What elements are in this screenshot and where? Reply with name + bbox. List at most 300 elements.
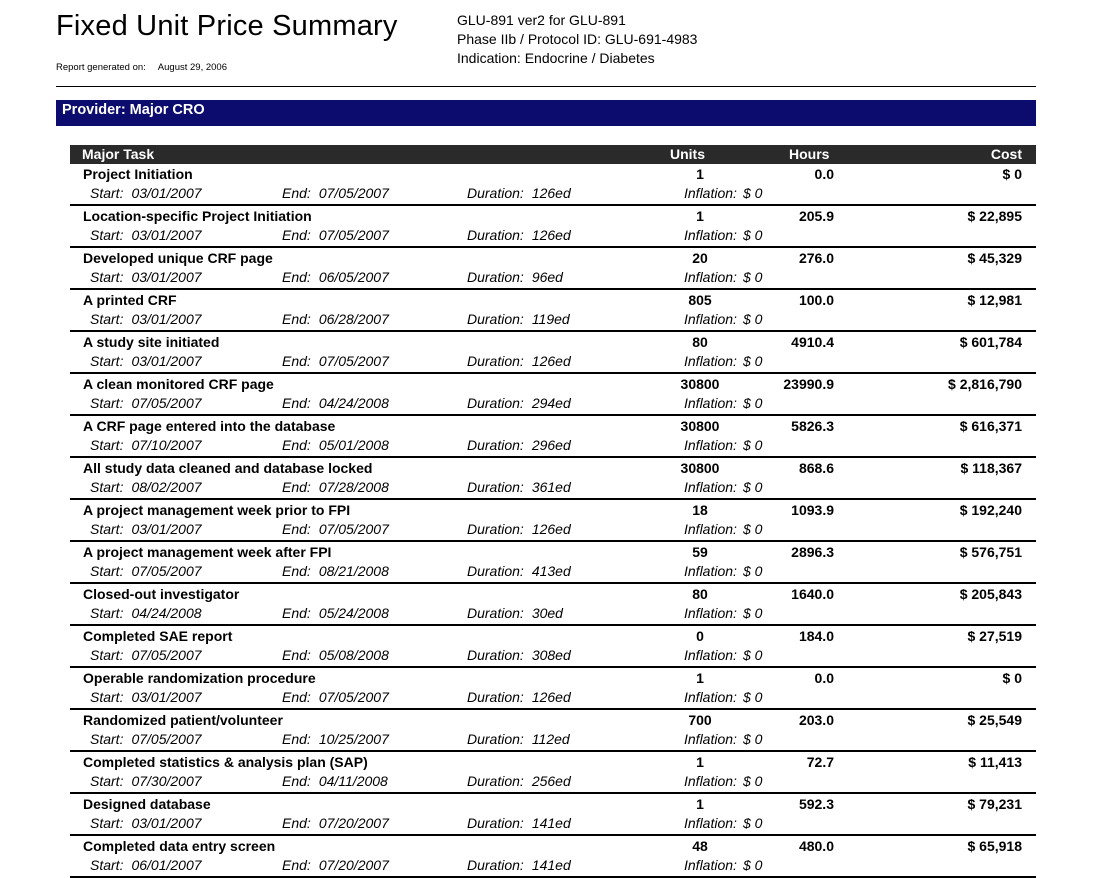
task-end: [282, 689, 389, 705]
task-units: 30800: [680, 418, 720, 434]
inflation-label: Inflation:: [684, 269, 737, 285]
inflation-label: Inflation:: [684, 353, 737, 369]
end-date: 07/28/2008: [318, 479, 389, 495]
inflation-label: Inflation:: [684, 563, 737, 579]
duration-label: Duration:: [467, 437, 524, 453]
task-start: [90, 689, 202, 705]
inflation-value: $ 0: [742, 647, 763, 663]
end-date: 07/05/2007: [318, 521, 389, 537]
task-inflation: [684, 857, 762, 873]
end-date: 04/11/2008: [318, 773, 388, 789]
task-end: [282, 857, 389, 873]
task-name: Designed database: [83, 796, 211, 812]
table-row: [70, 290, 1036, 332]
end-date: 07/20/2007: [318, 815, 389, 831]
start-date: 04/24/2008: [131, 605, 202, 621]
task-inflation: [684, 311, 762, 327]
task-name: Closed-out investigator: [83, 586, 240, 602]
duration-value: 126ed: [531, 521, 571, 537]
start-label: Start:: [90, 731, 124, 747]
task-duration: [467, 521, 571, 537]
task-name: Completed statistics & analysis plan (SAP): [83, 754, 368, 770]
task-units: 80: [692, 586, 708, 602]
table-row: [70, 164, 1036, 206]
provider-banner: [56, 100, 1036, 126]
task-inflation: [684, 227, 762, 243]
start-label: Start:: [90, 605, 124, 621]
task-cost: $ 601,784: [959, 334, 1022, 350]
end-date: 07/05/2007: [318, 689, 389, 705]
task-units: 18: [692, 502, 708, 518]
column-header-cost: Cost: [990, 146, 1022, 162]
end-label: End:: [282, 857, 311, 873]
task-units: 805: [688, 292, 712, 308]
duration-label: Duration:: [467, 815, 524, 831]
task-hours: 23990.9: [783, 376, 834, 392]
report-date: August 29, 2006: [157, 62, 227, 73]
duration-label: Duration:: [467, 689, 524, 705]
start-label: Start:: [90, 647, 124, 663]
task-units: 0: [696, 628, 704, 644]
inflation-label: Inflation:: [684, 857, 737, 873]
end-label: End:: [282, 437, 311, 453]
end-date: 07/20/2007: [318, 857, 389, 873]
end-label: End:: [282, 269, 311, 285]
task-units: 59: [692, 544, 708, 560]
task-start: [90, 479, 202, 495]
inflation-value: $ 0: [742, 605, 763, 621]
start-date: 07/05/2007: [131, 563, 202, 579]
task-hours: 4910.4: [791, 334, 834, 350]
task-cost: $ 0: [1002, 670, 1022, 686]
task-units: 1: [696, 670, 704, 686]
task-cost: $ 45,329: [967, 250, 1022, 266]
task-end: [282, 521, 389, 537]
table-header: [70, 145, 1036, 164]
task-hours: 184.0: [798, 628, 834, 644]
task-duration: [467, 773, 571, 789]
task-end: [282, 269, 389, 285]
task-duration: [467, 437, 571, 453]
task-start: [90, 647, 202, 663]
task-start: [90, 773, 202, 789]
duration-value: 119ed: [531, 311, 570, 327]
task-name: Developed unique CRF page: [83, 250, 273, 266]
end-date: 05/01/2008: [318, 437, 389, 453]
duration-label: Duration:: [467, 647, 524, 663]
task-start: [90, 563, 202, 579]
task-inflation: [684, 563, 762, 579]
task-end: [282, 731, 389, 747]
start-label: Start:: [90, 689, 124, 705]
table-row: [70, 752, 1036, 794]
duration-value: 126ed: [531, 689, 571, 705]
inflation-value: $ 0: [742, 185, 763, 201]
table-row: [70, 332, 1036, 374]
table-row: [70, 584, 1036, 626]
task-inflation: [684, 815, 762, 831]
start-label: Start:: [90, 479, 124, 495]
start-date: 03/01/2007: [131, 311, 202, 327]
task-units: 1: [696, 166, 704, 182]
end-date: 06/05/2007: [318, 269, 389, 285]
task-start: [90, 353, 202, 369]
start-label: Start:: [90, 269, 124, 285]
duration-value: 256ed: [531, 773, 571, 789]
end-date: 04/24/2008: [318, 395, 389, 411]
inflation-value: $ 0: [742, 563, 763, 579]
duration-value: 308ed: [531, 647, 571, 663]
duration-label: Duration:: [467, 479, 524, 495]
task-start: [90, 269, 202, 285]
task-duration: [467, 605, 563, 621]
task-duration: [467, 647, 571, 663]
duration-value: 413ed: [531, 563, 571, 579]
table-row: [70, 248, 1036, 290]
task-hours: 480.0: [798, 838, 834, 854]
inflation-label: Inflation:: [684, 227, 737, 243]
end-date: 07/05/2007: [318, 353, 389, 369]
duration-value: 361ed: [531, 479, 571, 495]
start-date: 03/01/2007: [131, 815, 202, 831]
end-label: End:: [282, 731, 311, 747]
inflation-value: $ 0: [742, 353, 763, 369]
task-cost: $ 576,751: [959, 544, 1022, 560]
report-generated-label: Report generated on:: [56, 62, 146, 73]
start-label: Start:: [90, 185, 124, 201]
end-label: End:: [282, 689, 311, 705]
duration-value: 141ed: [531, 857, 571, 873]
duration-label: Duration:: [467, 269, 524, 285]
task-end: [282, 227, 389, 243]
task-units: 1: [696, 796, 704, 812]
task-table: [70, 145, 1036, 878]
task-duration: [467, 857, 571, 873]
task-hours: 203.0: [798, 712, 834, 728]
task-duration: [467, 689, 571, 705]
inflation-label: Inflation:: [684, 437, 737, 453]
end-date: 07/05/2007: [318, 227, 389, 243]
task-duration: [467, 563, 571, 579]
inflation-label: Inflation:: [684, 815, 737, 831]
inflation-label: Inflation:: [684, 521, 737, 537]
start-date: 07/30/2007: [131, 773, 202, 789]
task-start: [90, 437, 202, 453]
task-units: 48: [692, 838, 708, 854]
start-label: Start:: [90, 815, 124, 831]
inflation-label: Inflation:: [684, 311, 737, 327]
task-end: [282, 311, 389, 327]
end-label: End:: [282, 353, 311, 369]
task-duration: [467, 353, 571, 369]
table-row: [70, 794, 1036, 836]
task-inflation: [684, 437, 762, 453]
task-start: [90, 311, 202, 327]
task-end: [282, 815, 389, 831]
task-start: [90, 521, 202, 537]
table-row: [70, 206, 1036, 248]
task-start: [90, 227, 202, 243]
task-inflation: [684, 479, 762, 495]
inflation-value: $ 0: [742, 311, 763, 327]
task-units: 30800: [680, 376, 720, 392]
task-cost: $ 79,231: [967, 796, 1022, 812]
task-start: [90, 731, 202, 747]
task-inflation: [684, 731, 762, 747]
task-end: [282, 479, 389, 495]
task-start: [90, 605, 202, 621]
task-hours: 5826.3: [791, 418, 834, 434]
inflation-value: $ 0: [742, 521, 763, 537]
task-cost: $ 12,981: [967, 292, 1022, 308]
duration-label: Duration:: [467, 227, 524, 243]
start-date: 03/01/2007: [131, 185, 202, 201]
inflation-value: $ 0: [742, 395, 763, 411]
task-hours: 72.7: [806, 754, 834, 770]
task-end: [282, 185, 389, 201]
table-row: [70, 416, 1036, 458]
start-label: Start:: [90, 521, 124, 537]
duration-label: Duration:: [467, 185, 524, 201]
task-cost: $ 205,843: [959, 586, 1022, 602]
inflation-label: Inflation:: [684, 773, 737, 789]
start-label: Start:: [90, 227, 124, 243]
duration-label: Duration:: [467, 311, 524, 327]
task-cost: $ 2,816,790: [948, 376, 1022, 392]
inflation-value: $ 0: [742, 773, 763, 789]
start-date: 07/05/2007: [131, 731, 202, 747]
task-end: [282, 395, 389, 411]
task-end: [282, 353, 389, 369]
task-name: A CRF page entered into the database: [83, 418, 336, 434]
task-duration: [467, 227, 571, 243]
end-date: 10/25/2007: [318, 731, 389, 747]
task-inflation: [684, 395, 762, 411]
task-duration: [467, 479, 571, 495]
duration-value: 296ed: [531, 437, 571, 453]
table-row: [70, 374, 1036, 416]
task-cost: $ 0: [1002, 166, 1022, 182]
task-start: [90, 395, 202, 411]
task-end: [282, 605, 389, 621]
indication-line: Indication: Endocrine / Diabetes: [457, 50, 655, 66]
task-name: Project Initiation: [83, 166, 193, 182]
task-name: A project management week prior to FPI: [83, 502, 351, 518]
task-duration: [467, 395, 571, 411]
end-date: 07/05/2007: [318, 185, 389, 201]
task-duration: [467, 815, 571, 831]
column-header-task: Major Task: [82, 146, 155, 162]
duration-label: Duration:: [467, 353, 524, 369]
duration-label: Duration:: [467, 521, 524, 537]
end-date: 05/08/2008: [318, 647, 389, 663]
end-label: End:: [282, 311, 311, 327]
duration-label: Duration:: [467, 563, 524, 579]
task-hours: 0.0: [814, 670, 834, 686]
inflation-label: Inflation:: [684, 647, 737, 663]
task-duration: [467, 185, 571, 201]
task-end: [282, 437, 389, 453]
start-date: 07/05/2007: [131, 395, 202, 411]
task-hours: 2896.3: [791, 544, 834, 560]
duration-value: 96ed: [531, 269, 563, 285]
task-units: 1: [696, 208, 704, 224]
task-hours: 868.6: [798, 460, 834, 476]
task-inflation: [684, 353, 762, 369]
task-name: A study site initiated: [83, 334, 220, 350]
inflation-label: Inflation:: [684, 185, 737, 201]
duration-value: 30ed: [531, 605, 563, 621]
inflation-label: Inflation:: [684, 395, 737, 411]
start-label: Start:: [90, 563, 124, 579]
duration-label: Duration:: [467, 731, 524, 747]
table-row: [70, 668, 1036, 710]
task-cost: $ 616,371: [959, 418, 1022, 434]
inflation-value: $ 0: [742, 689, 763, 705]
task-name: A project management week after FPI: [83, 544, 332, 560]
task-inflation: [684, 185, 762, 201]
start-date: 08/02/2007: [131, 479, 202, 495]
task-units: 1: [696, 754, 704, 770]
task-hours: 592.3: [798, 796, 834, 812]
start-label: Start:: [90, 311, 124, 327]
task-units: 700: [688, 712, 712, 728]
start-date: 06/01/2007: [131, 857, 202, 873]
end-label: End:: [282, 227, 311, 243]
column-header-units: Units: [670, 146, 705, 162]
table-row: [70, 626, 1036, 668]
task-name: Location-specific Project Initiation: [83, 208, 312, 224]
inflation-label: Inflation:: [684, 605, 737, 621]
inflation-label: Inflation:: [684, 689, 737, 705]
duration-label: Duration:: [467, 773, 524, 789]
task-units: 80: [692, 334, 708, 350]
end-date: 08/21/2008: [318, 563, 389, 579]
duration-value: 294ed: [531, 395, 571, 411]
task-inflation: [684, 689, 762, 705]
task-hours: 1093.9: [791, 502, 834, 518]
task-hours: 0.0: [814, 166, 834, 182]
duration-value: 126ed: [531, 353, 571, 369]
task-hours: 1640.0: [791, 586, 834, 602]
phase-line: Phase IIb / Protocol ID: GLU-691-4983: [457, 31, 698, 47]
task-name: Completed SAE report: [83, 628, 233, 644]
task-hours: 276.0: [798, 250, 834, 266]
task-end: [282, 647, 389, 663]
inflation-value: $ 0: [742, 227, 763, 243]
task-units: 20: [692, 250, 708, 266]
task-cost: $ 11,413: [968, 754, 1022, 770]
duration-label: Duration:: [467, 395, 524, 411]
end-label: End:: [282, 185, 311, 201]
task-name: A clean monitored CRF page: [83, 376, 274, 392]
end-label: End:: [282, 605, 311, 621]
task-name: A printed CRF: [83, 292, 177, 308]
duration-label: Duration:: [467, 605, 524, 621]
start-label: Start:: [90, 857, 124, 873]
page-title: Fixed Unit Price Summary: [56, 10, 398, 42]
task-inflation: [684, 647, 762, 663]
inflation-label: Inflation:: [684, 479, 737, 495]
task-cost: $ 192,240: [959, 502, 1022, 518]
task-units: 30800: [680, 460, 720, 476]
task-hours: 205.9: [798, 208, 834, 224]
end-label: End:: [282, 395, 311, 411]
task-name: Operable randomization procedure: [83, 670, 316, 686]
study-info: [457, 11, 697, 68]
start-label: Start:: [90, 773, 124, 789]
task-name: All study data cleaned and database locked: [83, 460, 373, 476]
inflation-label: Inflation:: [684, 731, 737, 747]
table-body: [70, 164, 1036, 878]
table-row: [70, 836, 1036, 878]
start-date: 03/01/2007: [131, 227, 202, 243]
start-date: 03/01/2007: [131, 353, 202, 369]
end-label: End:: [282, 563, 311, 579]
end-label: End:: [282, 521, 311, 537]
end-label: End:: [282, 773, 311, 789]
start-date: 03/01/2007: [131, 269, 202, 285]
task-hours: 100.0: [798, 292, 834, 308]
provider-label: Provider: Major CRO: [62, 102, 205, 118]
start-date: 03/01/2007: [131, 689, 202, 705]
start-date: 07/10/2007: [131, 437, 202, 453]
task-name: Completed data entry screen: [83, 838, 276, 854]
end-date: 06/28/2007: [318, 311, 389, 327]
duration-label: Duration:: [467, 857, 524, 873]
task-duration: [467, 311, 570, 327]
duration-value: 126ed: [531, 227, 571, 243]
task-name: Randomized patient/volunteer: [83, 712, 283, 728]
task-inflation: [684, 269, 762, 285]
task-inflation: [684, 605, 762, 621]
task-cost: $ 27,519: [967, 628, 1022, 644]
task-inflation: [684, 521, 762, 537]
duration-value: 126ed: [531, 185, 571, 201]
inflation-value: $ 0: [742, 815, 763, 831]
start-date: 03/01/2007: [131, 521, 202, 537]
inflation-value: $ 0: [742, 857, 763, 873]
table-row: [70, 542, 1036, 584]
task-cost: $ 65,918: [967, 838, 1022, 854]
task-duration: [467, 731, 570, 747]
inflation-value: $ 0: [742, 731, 763, 747]
end-label: End:: [282, 479, 311, 495]
table-row: [70, 500, 1036, 542]
table-row: [70, 458, 1036, 500]
inflation-value: $ 0: [742, 437, 763, 453]
task-end: [282, 773, 388, 789]
inflation-value: $ 0: [742, 479, 763, 495]
end-date: 05/24/2008: [318, 605, 389, 621]
task-start: [90, 857, 202, 873]
study-line: GLU-891 ver2 for GLU-891: [457, 12, 626, 28]
report-generated: [56, 62, 227, 73]
task-start: [90, 815, 202, 831]
task-cost: $ 25,549: [967, 712, 1022, 728]
start-date: 07/05/2007: [131, 647, 202, 663]
table-row: [70, 710, 1036, 752]
duration-value: 141ed: [531, 815, 571, 831]
start-label: Start:: [90, 437, 124, 453]
end-label: End:: [282, 815, 311, 831]
column-header-hours: Hours: [789, 146, 830, 162]
end-label: End:: [282, 647, 311, 663]
duration-value: 112ed: [531, 731, 570, 747]
task-start: [90, 185, 202, 201]
task-cost: $ 118,367: [960, 460, 1022, 476]
header-divider: [56, 86, 1036, 87]
